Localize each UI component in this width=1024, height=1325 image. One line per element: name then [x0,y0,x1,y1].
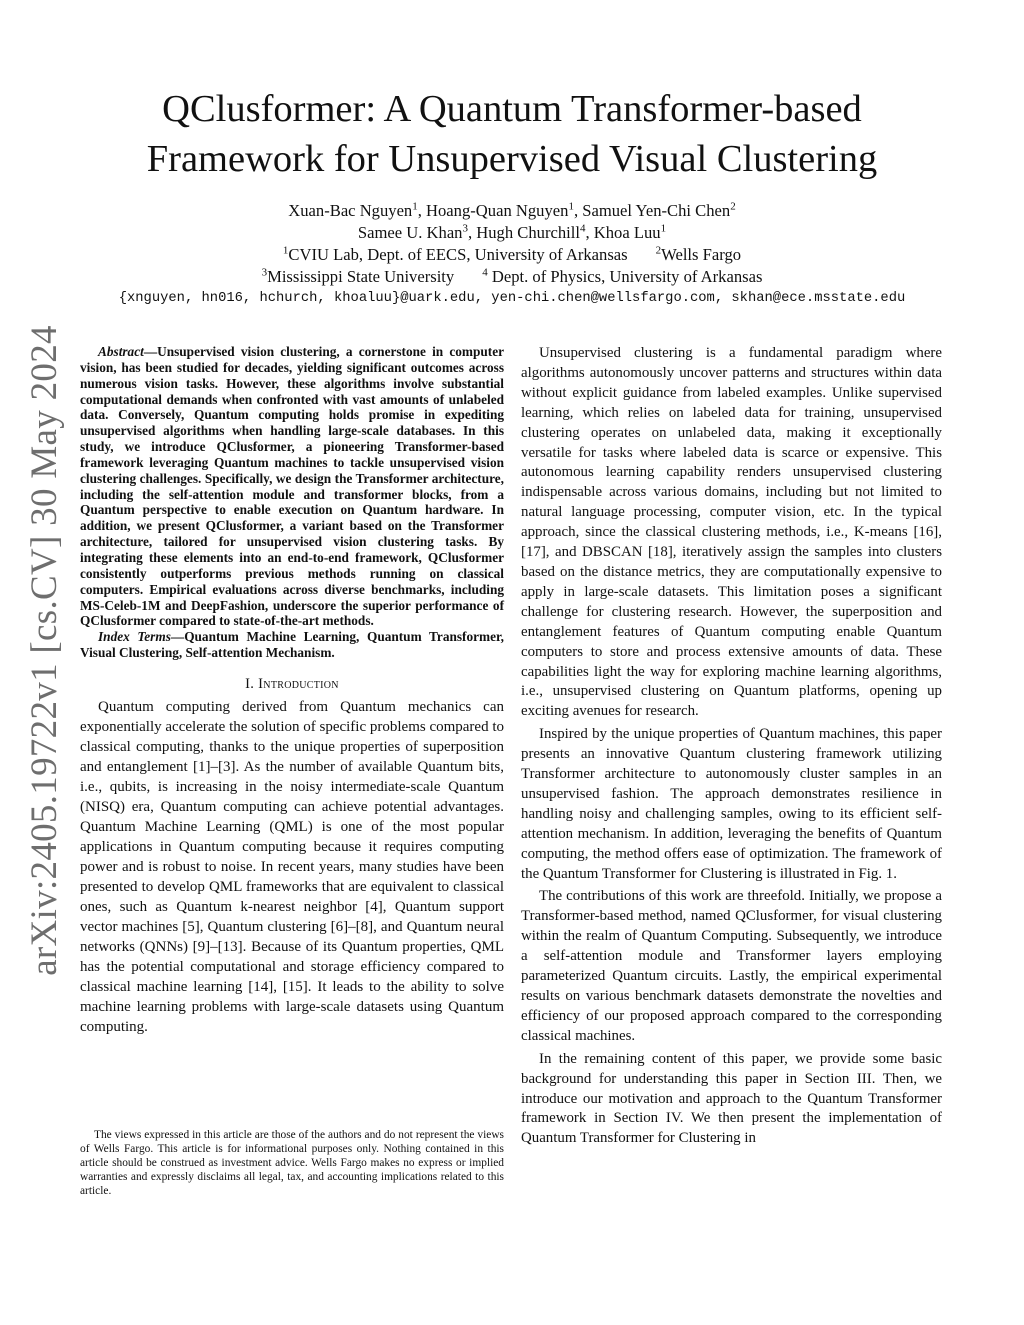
affiliation-mark: 2 [655,244,662,257]
affiliation-mark: 3 [261,266,268,279]
arxiv-identifier [22,324,66,976]
title-line-1: QClusformer: A Quantum Transformer-based [162,88,862,130]
author-name: Samee U. Khan [357,223,463,242]
author-affiliation-mark: 2 [730,200,736,213]
affiliation: Wells Fargo [661,245,742,264]
abstract-text: —Unsupervised vision clustering, a cornerstone in computer vision, has been studied for decades, yielding significant outcomes across numerous vision tasks. However, these algorithms involve substantial computational demands when confronted with vast amounts of unlabeled data. Conversely, Quantum computing holds promise in expediting unsupervised algorithms when handling large-scale databases. In this study, we introduce QClusformer, a pioneering Transformer-based framework leveraging Quantum machines to tackle unsupervised vision clustering challenges. Specifically, we design the Transformer architecture, including the self-attention module and transformer blocks, from a Quantum perspective to enable execution on Quantum hardware. In addition, we present QClusformer, a variant based on the Transformer architecture, tailored for unsupervised vision clustering tasks. By integrating these elements into an end-to-end framework, QClusformer consistently outperforms previous methods running on classical computers. Empirical evaluations across diverse benchmarks, including MS-Celeb-1M and DeepFashion, underscore the superior performance of QClusformer compared to state-of-the-art methods. [80,344,504,629]
affiliation-line-1 [60,244,964,266]
intro-paragraph-1: Quantum computing derived from Quantum mechanics can exponentially accelerate the solution of specific problems compared to classical computing, thanks to the unique properties of superposition and entanglement [1]–[3]. As the number of available Quantum bits, i.e., qubits, is increasing in the noisy intermediate-scale Quantum (NISQ) era, Quantum computing can achieve potential advantages. Quantum Machine Learning (QML) is one of the most popular applications in Quantum computing because it requires computing power and is robust to noise. In recent years, many studies have been presented to develop QML frameworks that are equivalent to classical ones, such as Quantum k-nearest neighbor [4], Quantum support vector machines [5], Quantum clustering [6]–[8], and Quantum neural networks (QNNs) [9]–[13]. Because of its Quantum properties, QML has the potential computational and storage efficiency compared to classical machine learning [14], [15]. It leads to the ability to solve machine learning problems with large-scale datasets using Quantum computing. [80,698,505,1035]
intro-paragraph-2: Unsupervised clustering is a fundamental paradigm where algorithms autonomously uncover patterns and structures within data without explicit guidance from labeled examples. Unlike supervised learning, which relies on labeled data for training, unsupervised clustering operates on unlabeled data, making it exceptionally versatile for tasks where labeled data is scarce or expensive. This autonomous learning capability renders unsupervised clustering indispensable across various domains, including but not limited to natural language processing, computer vision, etc. In the typical approach, since the classical clustering methods, i.e., K-means [16], [17], and DBSCAN [18], iteratively assign the samples into clusters based on the distance metrics, they are computationally expensive to apply in large-scale datasets. This limitation poses a significant challenge for clustering research. However, the superposition and entanglement features of Quantum computing enable Quantum computers to store and process extensive amounts of data. These capabilities light the way for exploring machine learning algorithms, i.e., unsupervised clustering on Quantum platforms, opening up exciting avenues for research. [521,345,942,720]
author-name: Xuan-Bac Nguyen [288,201,413,220]
paper-title [80,84,944,184]
right-column [521,344,942,1152]
arxiv-identifier-text: arXiv:2405.19722v1 [cs.CV] 30 May 2024 [23,324,65,976]
title-line-2: Framework for Unsupervised Visual Clustering [146,138,878,180]
index-terms-text: —Quantum Machine Learning, Quantum Transformer, Visual Clustering, Self-attention Mechanism. [80,629,504,661]
section-title: Introduction [258,675,339,692]
affiliation: CVIU Lab, Dept. of EECS, University of Arkansas [288,245,628,264]
intro-paragraph-3: Inspired by the unique properties of Quantum machines, this paper presents an innovative Quantum clustering framework utilizing Transformer architecture to autonomously cluster samples in an unsupervised fashion. The approach demonstrates resilience in handling noisy and challenging samples, owing to its efficient self-attention mechanism. In addition, leveraging the benefits of Quantum computing, the method offers ease of optimization. The framework of the Quantum Transformer for Clustering is illustrated in Fig. 1. [521,726,942,882]
author-affiliation-mark: 1 [412,200,418,213]
author-affiliation-mark: 4 [579,222,586,235]
section-number: I. [245,675,255,692]
author-name: , Hoang-Quan Nguyen [417,201,569,220]
author-line-1 [60,200,964,222]
index-terms [80,629,504,661]
left-column [80,344,504,1037]
author-emails: {xnguyen, hn016, hchurch, khoaluu}@uark.edu, yen-chi.chen@wellsfargo.com, skhan@ece.msstate.edu [118,291,906,306]
author-name: , Khoa Luu [585,223,661,242]
affiliation-mark: 4 [482,266,488,279]
author-name: , Hugh Churchill [467,223,580,242]
author-affiliation-mark: 1 [568,200,574,213]
affiliation: Dept. of Physics, University of Arkansas [487,267,763,286]
footnote-disclaimer: The views expressed in this article are those of the authors and do not represent the views of Wells Fargo. This article is for informational purposes only. Nothing contained in this article should be construed as investment advice. Wells Fargo makes no express or implied warranties and expressly disclaims all legal, tax, and accounting implications related to this article. [80,1129,504,1197]
affiliation-line-2 [60,266,964,288]
abstract-label: Abstract [98,344,144,359]
author-affiliation-mark: 1 [660,222,667,235]
section-heading-introduction [80,675,504,693]
intro-paragraph-4: The contributions of this work are threefold. Initially, we propose a Transformer-based method, named QClusformer, for visual clustering within the realm of Quantum Computing. Subsequently, we introduce a self-attention module and Transformer layers employing parameterized Quantum circuits. Lastly, the empirical experimental results on various benchmark datasets demonstrate the novelties and efficiency of our proposed approach compared to the corresponding classical machines. [521,888,942,1044]
intro-paragraph-5: In the remaining content of this paper, we provide some basic background for understanding this paper in Section III. Then, we introduce our motivation and approach to the Quantum Transformer framework in Section IV. We then present the implementation of Quantum Transformer for Clustering in [521,1050,942,1147]
author-affiliation-mark: 3 [462,222,468,235]
author-line-2 [60,222,964,244]
affiliation-mark: 1 [282,244,289,257]
author-block [60,200,964,310]
index-terms-label: Index Terms [98,629,171,645]
affiliation: Mississippi State University [267,267,455,286]
abstract [80,344,504,629]
author-name: , Samuel Yen-Chi Chen [573,201,731,220]
